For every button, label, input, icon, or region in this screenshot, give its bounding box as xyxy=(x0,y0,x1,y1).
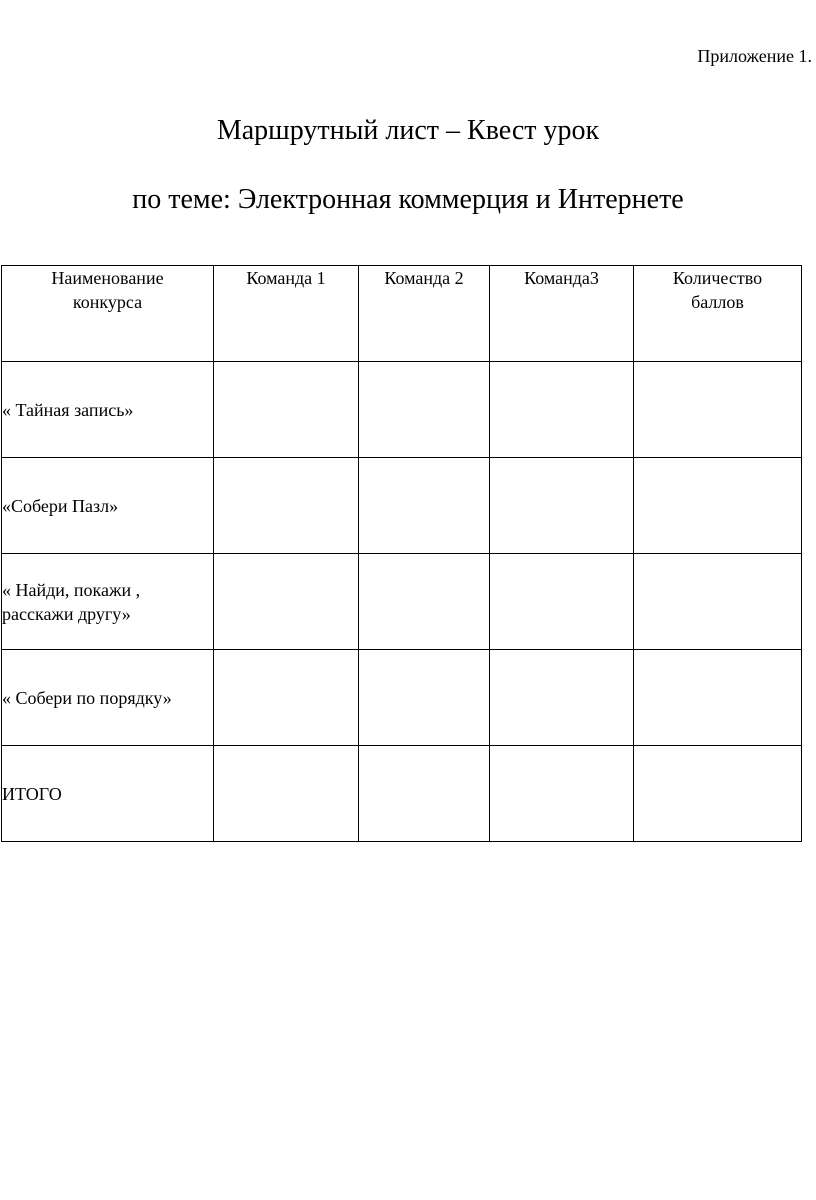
table-row xyxy=(2,554,802,650)
score-cell-points xyxy=(634,362,802,458)
score-cell-team-2 xyxy=(359,362,490,458)
score-cell-team-2 xyxy=(359,458,490,554)
table-row xyxy=(2,458,802,554)
column-header-team-1: Команда 1 xyxy=(214,266,359,362)
score-cell-points xyxy=(634,746,802,842)
document-subtitle: по теме: Электронная коммерция и Интернете xyxy=(132,184,684,215)
score-cell-team-2 xyxy=(359,554,490,650)
score-cell-team-3 xyxy=(490,458,634,554)
score-cell-team-2 xyxy=(359,650,490,746)
contest-name: « Собери по порядку» xyxy=(2,650,214,746)
score-cell-team-1 xyxy=(214,458,359,554)
column-header-team-3: Команда3 xyxy=(490,266,634,362)
score-cell-team-3 xyxy=(490,650,634,746)
table-row xyxy=(2,650,802,746)
contest-name: « Тайная запись» xyxy=(2,362,214,458)
score-cell-team-1 xyxy=(214,362,359,458)
table-row xyxy=(2,362,802,458)
score-cell-team-2 xyxy=(359,746,490,842)
column-header-label: Количество баллов xyxy=(672,268,763,312)
contest-name xyxy=(2,554,214,650)
column-header-contest xyxy=(2,266,214,362)
score-cell-team-3 xyxy=(490,746,634,842)
table-header-row xyxy=(2,266,802,362)
score-cell-team-3 xyxy=(490,554,634,650)
score-cell-points xyxy=(634,458,802,554)
contest-name: «Собери Пазл» xyxy=(2,458,214,554)
score-cell-points xyxy=(634,554,802,650)
score-cell-team-1 xyxy=(214,554,359,650)
document-title: Маршрутный лист – Квест урок xyxy=(216,115,600,146)
route-sheet-table xyxy=(1,265,802,842)
column-header-label: Наименование конкурса xyxy=(51,268,164,312)
contest-name-label: « Найди, покажи , расскажи другу» xyxy=(2,579,141,624)
score-cell-team-3 xyxy=(490,362,634,458)
score-cell-team-1 xyxy=(214,746,359,842)
score-cell-points xyxy=(634,650,802,746)
column-header-points xyxy=(634,266,802,362)
table-row-total xyxy=(2,746,802,842)
appendix-label: Приложение 1. xyxy=(697,46,812,66)
total-label: ИТОГО xyxy=(2,746,214,842)
column-header-team-2: Команда 2 xyxy=(359,266,490,362)
score-cell-team-1 xyxy=(214,650,359,746)
